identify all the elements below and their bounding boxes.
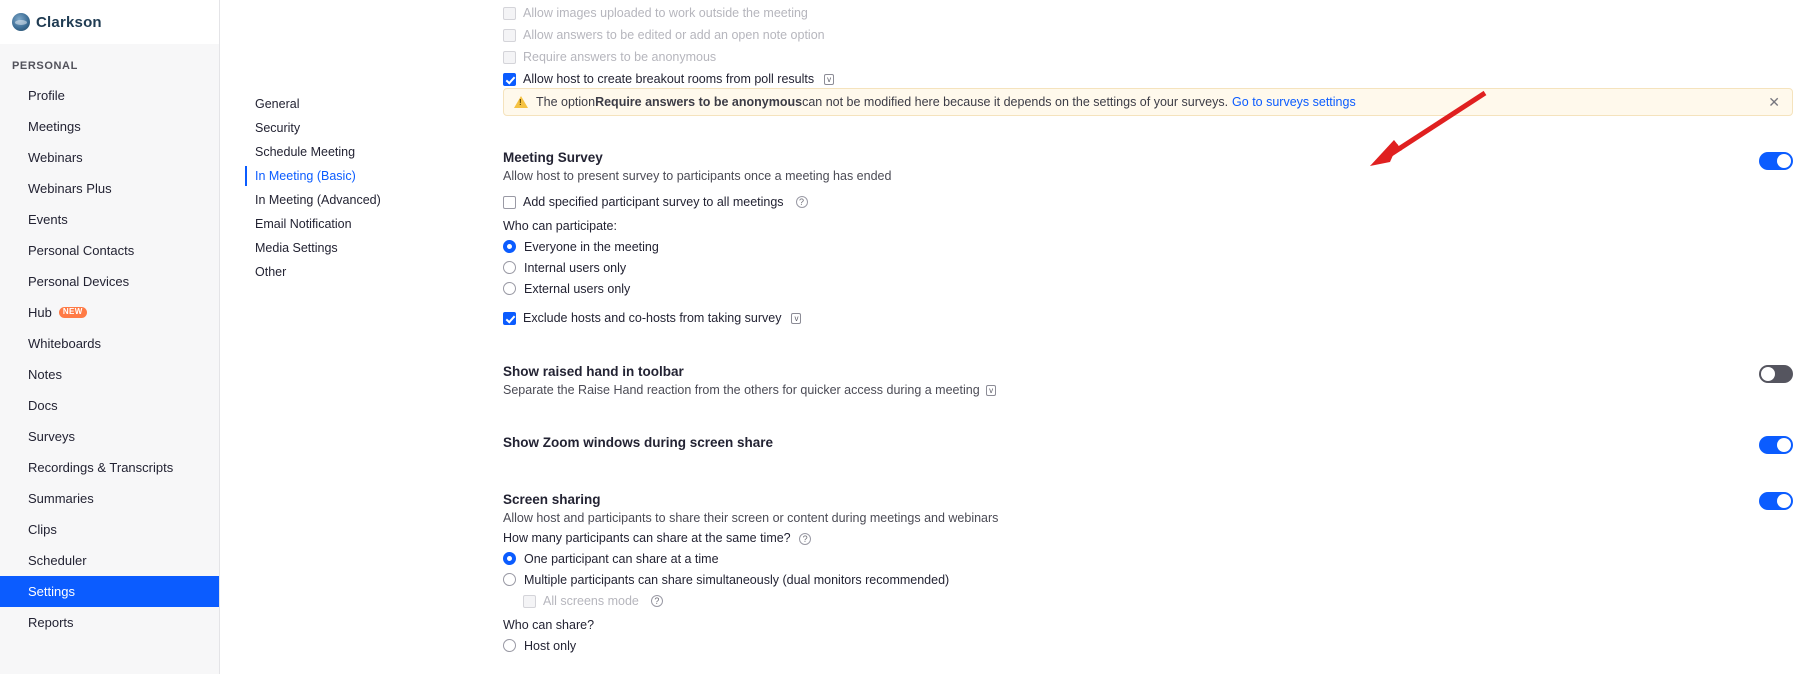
sidebar-item-personal-devices[interactable] [0, 266, 219, 297]
subnav-item-security[interactable] [245, 116, 445, 140]
brand [0, 0, 219, 44]
sidebar-item-label: Scheduler [28, 553, 87, 568]
option-all-screens-mode[interactable] [523, 590, 1793, 612]
help-icon[interactable]: ? [651, 595, 663, 607]
radio-label: Everyone in the meeting [524, 239, 659, 254]
how-many-participants-text: How many participants can share at the same time? [503, 531, 791, 545]
setting-screen-sharing [503, 492, 1793, 656]
setting-title: Show Zoom windows during screen share [503, 435, 774, 450]
subnav-label: General [255, 97, 300, 111]
subnav-item-in-meeting-basic[interactable] [245, 164, 445, 188]
checkbox-icon[interactable] [503, 29, 516, 42]
radio-icon[interactable] [503, 261, 516, 274]
alert-text-after: can not be modified here because it depends on the settings of your surveys. [802, 95, 1229, 109]
sidebar-item-label: Hub [28, 305, 52, 320]
option-exclude-hosts-from-survey[interactable] [503, 307, 1793, 329]
checkbox-icon[interactable] [503, 51, 516, 64]
setting-description: Allow host to present survey to participants once a meeting has ended [503, 169, 892, 183]
sidebar-item-label: Webinars [28, 150, 83, 165]
brand-name: Clarkson [36, 13, 102, 31]
checkbox-icon[interactable] [503, 312, 516, 325]
checkbox-icon[interactable] [503, 73, 516, 86]
setting-title: Screen sharing [503, 492, 601, 507]
sidebar-item-docs[interactable] [0, 390, 219, 421]
sidebar-item-label: Events [28, 212, 68, 227]
radio-external-users-only[interactable] [503, 278, 1793, 299]
radio-label: Multiple participants can share simultaneously (dual monitors recommended) [524, 572, 950, 587]
toggle-knob [1777, 154, 1791, 168]
help-icon[interactable]: ? [796, 196, 808, 208]
settings-subnav [245, 92, 445, 284]
sidebar-item-label: Recordings & Transcripts [28, 460, 174, 475]
option-allow-images-outside-meeting[interactable] [503, 2, 1323, 24]
subnav-label: In Meeting (Advanced) [255, 193, 381, 207]
radio-label: External users only [524, 281, 631, 296]
radio-internal-users-only[interactable] [503, 257, 1793, 278]
who-can-participate-label: Who can participate: [503, 219, 617, 233]
new-badge: NEW [59, 307, 87, 318]
radio-icon[interactable] [503, 639, 516, 652]
toggle-knob [1777, 494, 1791, 508]
setting-description-text: Separate the Raise Hand reaction from the others for quicker access during a meeting [503, 383, 980, 397]
sidebar-item-label: Personal Contacts [28, 243, 135, 258]
option-breakout-rooms-from-poll[interactable] [503, 68, 1323, 90]
sidebar-item-personal-contacts[interactable] [0, 235, 219, 266]
setting-title: Show raised hand in toolbar [503, 364, 684, 379]
sidebar-item-label: Summaries [28, 491, 94, 506]
sidebar-section-label: PERSONAL [12, 60, 78, 72]
radio-label: Internal users only [524, 260, 627, 275]
alert-bold-option: Require answers to be anonymous [595, 95, 803, 109]
sidebar-item-label: Docs [28, 398, 58, 413]
subnav-label: In Meeting (Basic) [255, 169, 356, 183]
option-label: All screens mode [543, 594, 639, 608]
close-icon[interactable]: ✕ [1768, 93, 1780, 110]
radio-one-participant-share[interactable] [503, 548, 1793, 569]
sidebar-item-label: Webinars Plus [28, 181, 112, 196]
subnav-item-other[interactable] [245, 260, 445, 284]
radio-everyone-in-meeting[interactable] [503, 236, 1793, 257]
show-zoom-windows-toggle[interactable] [1759, 436, 1793, 454]
radio-label: Host only [524, 638, 577, 653]
setting-title: Meeting Survey [503, 150, 603, 165]
sidebar [0, 0, 220, 674]
sidebar-item-notes[interactable] [0, 359, 219, 390]
warning-icon [514, 96, 528, 108]
sidebar-item-meetings[interactable] [0, 111, 219, 142]
option-allow-answers-edited[interactable] [503, 24, 1323, 46]
go-to-surveys-settings-link[interactable]: Go to surveys settings [1232, 95, 1356, 109]
subnav-label: Other [255, 265, 287, 279]
sidebar-item-label: Settings [28, 584, 75, 599]
toggle-knob [1761, 367, 1775, 381]
checkbox-icon[interactable] [523, 595, 536, 608]
sidebar-item-recordings-transcripts[interactable] [0, 452, 219, 483]
subnav-label: Security [255, 121, 301, 135]
sidebar-item-clips[interactable] [0, 514, 219, 545]
sidebar-item-reports[interactable] [0, 607, 219, 638]
sidebar-item-label: Whiteboards [28, 336, 101, 351]
sidebar-item-whiteboards[interactable] [0, 328, 219, 359]
option-add-specified-participant-survey[interactable] [503, 191, 1793, 213]
subnav-item-schedule-meeting[interactable] [245, 140, 445, 164]
option-label: Require answers to be anonymous [523, 50, 717, 64]
option-require-answers-anonymous[interactable] [503, 46, 1323, 68]
alert-text-before: The option [536, 95, 596, 109]
poll-options-group [503, 2, 1323, 90]
subnav-label: Email Notification [255, 217, 352, 231]
sidebar-item-label: Profile [28, 88, 65, 103]
sidebar-item-surveys[interactable] [0, 421, 219, 452]
sidebar-item-scheduler[interactable] [0, 545, 219, 576]
subnav-item-general[interactable] [245, 92, 445, 116]
option-label: Exclude hosts and co-hosts from taking survey [523, 311, 782, 325]
sidebar-item-webinars-plus[interactable] [0, 173, 219, 204]
sidebar-item-webinars[interactable] [0, 142, 219, 173]
show-raised-hand-toggle[interactable] [1759, 365, 1793, 383]
sidebar-item-profile[interactable] [0, 80, 219, 111]
checkbox-icon[interactable] [503, 7, 516, 20]
radio-icon[interactable] [503, 282, 516, 295]
screen-sharing-toggle[interactable] [1759, 492, 1793, 510]
settings-content [495, 0, 1780, 674]
help-icon[interactable]: ? [799, 533, 811, 545]
subnav-item-media-settings[interactable] [245, 236, 445, 260]
radio-icon[interactable] [503, 552, 516, 565]
meeting-survey-toggle[interactable] [1759, 152, 1793, 170]
sidebar-item-label: Reports [28, 615, 74, 630]
radio-icon[interactable] [503, 240, 516, 253]
sidebar-nav [0, 44, 219, 674]
clarkson-logo-icon [12, 13, 30, 31]
radio-multiple-participants-share[interactable] [503, 569, 1793, 590]
survey-dependency-alert [503, 88, 1793, 116]
version-badge-icon: v [824, 74, 834, 85]
option-label: Allow answers to be edited or add an open note option [523, 28, 825, 42]
setting-show-raised-hand [503, 364, 1793, 403]
checkbox-icon[interactable] [503, 196, 516, 209]
option-label: Allow images uploaded to work outside the meeting [523, 6, 808, 20]
radio-host-only[interactable] [503, 635, 1793, 656]
radio-label: One participant can share at a time [524, 551, 719, 566]
sidebar-item-label: Meetings [28, 119, 81, 134]
toggle-knob [1777, 438, 1791, 452]
sidebar-item-label: Personal Devices [28, 274, 130, 289]
sidebar-item-events[interactable] [0, 204, 219, 235]
sidebar-item-label: Notes [28, 367, 62, 382]
radio-icon[interactable] [503, 573, 516, 586]
sidebar-item-label: Surveys [28, 429, 75, 444]
how-many-participants-label [503, 531, 1793, 545]
sidebar-item-hub[interactable] [0, 297, 219, 328]
setting-description: Allow host and participants to share their screen or content during meetings and webinars [503, 511, 999, 525]
version-badge-icon: v [986, 385, 996, 396]
subnav-label: Schedule Meeting [255, 145, 356, 159]
version-badge-icon: v [791, 313, 801, 324]
subnav-label: Media Settings [255, 241, 338, 255]
subnav-item-email-notification[interactable] [245, 212, 445, 236]
setting-show-zoom-windows [503, 435, 1793, 454]
option-label: Allow host to create breakout rooms from poll results [523, 72, 815, 86]
setting-description [503, 383, 1793, 397]
sidebar-item-label: Clips [28, 522, 57, 537]
who-can-share-label: Who can share? [503, 618, 595, 632]
option-label: Add specified participant survey to all meetings [523, 195, 784, 209]
setting-meeting-survey [503, 150, 1793, 329]
sidebar-item-settings[interactable] [0, 576, 219, 607]
sidebar-item-summaries[interactable] [0, 483, 219, 514]
subnav-item-in-meeting-advanced[interactable] [245, 188, 445, 212]
